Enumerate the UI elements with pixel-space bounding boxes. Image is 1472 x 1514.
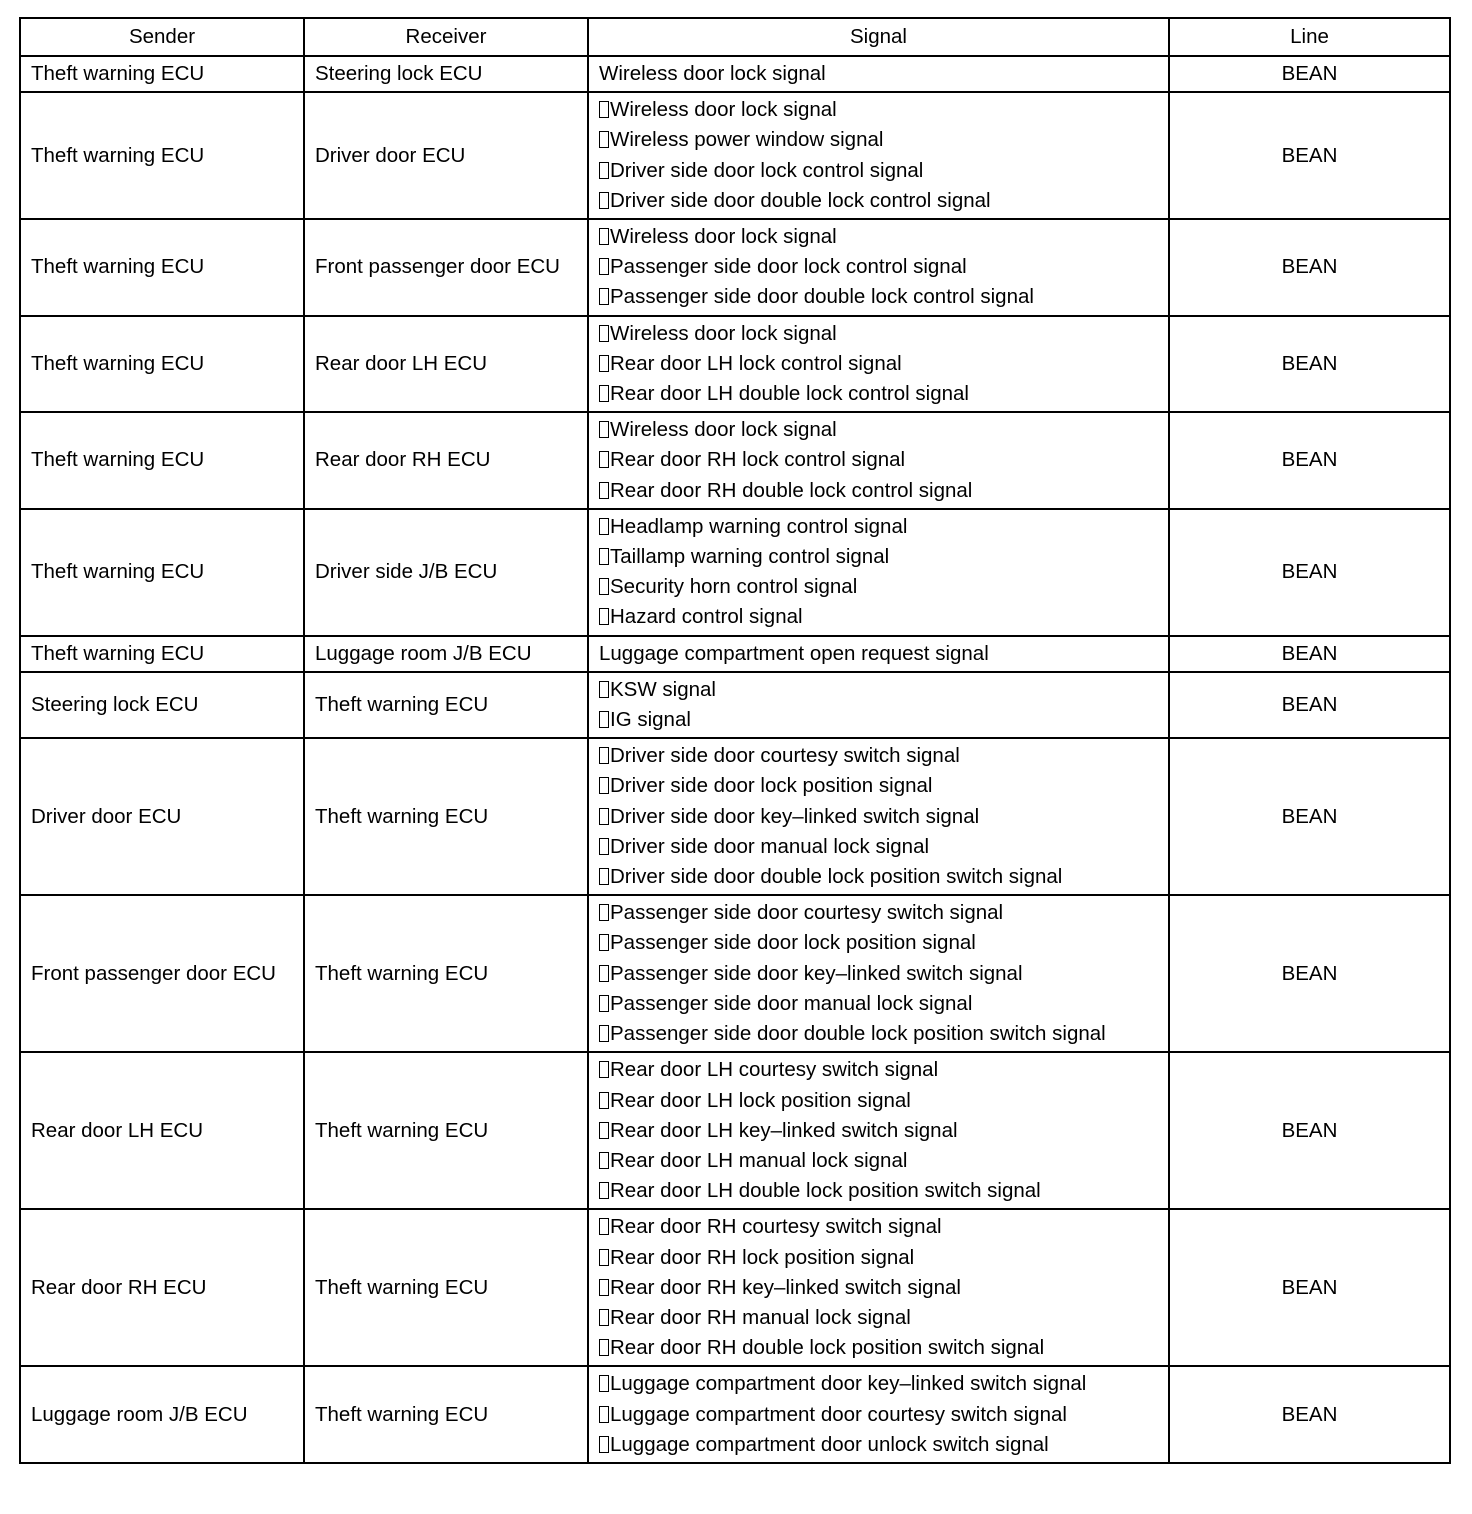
signal-cell [588, 1209, 1169, 1366]
bullet-box-icon [599, 1249, 609, 1266]
signal-item [599, 445, 1158, 475]
table-row [20, 1209, 1450, 1366]
line-cell: BEAN [1169, 412, 1450, 509]
signal-item [599, 1243, 1158, 1273]
line-cell: BEAN [1169, 92, 1450, 219]
receiver-cell: Front passenger door ECU [304, 219, 588, 316]
signal-text: Rear door RH double lock control signal [610, 478, 973, 502]
signal-text: Rear door RH manual lock signal [610, 1305, 911, 1329]
signal-item [599, 1019, 1158, 1049]
signal-text: Passenger side door lock position signal [610, 931, 976, 955]
signal-item [599, 349, 1158, 379]
signal-cell [588, 672, 1169, 738]
signal-text: Rear door LH lock position signal [610, 1088, 911, 1112]
line-cell: BEAN [1169, 509, 1450, 636]
table-row [20, 92, 1450, 219]
sender-cell: Theft warning ECU [20, 56, 304, 92]
signal-text: Wireless door lock signal [610, 225, 837, 249]
signal-item [599, 862, 1158, 892]
signal-text: Security horn control signal [610, 575, 858, 599]
signal-item [599, 572, 1158, 602]
signal-text: Passenger side door key–linked switch signal [610, 961, 1023, 985]
bullet-box-icon [599, 1061, 609, 1078]
signal-text: Passenger side door courtesy switch signal [610, 901, 1004, 925]
sender-cell: Front passenger door ECU [20, 895, 304, 1052]
signal-text: Driver side door double lock position switch signal [610, 865, 1063, 889]
receiver-cell: Theft warning ECU [304, 672, 588, 738]
signal-item [599, 252, 1158, 282]
bullet-box-icon [599, 578, 609, 595]
bullet-box-icon [599, 228, 609, 245]
sender-cell: Theft warning ECU [20, 412, 304, 509]
signal-item [599, 1116, 1158, 1146]
signal-item [599, 512, 1158, 542]
signal-cell [588, 1052, 1169, 1209]
signal-text: Passenger side door lock control signal [610, 255, 967, 279]
bullet-box-icon [599, 711, 609, 728]
signal-item [599, 156, 1158, 186]
signal-item [599, 802, 1158, 832]
signal-item [599, 1176, 1158, 1206]
bullet-box-icon [599, 1152, 609, 1169]
signal-item [599, 282, 1158, 312]
signal-text: Luggage compartment open request signal [599, 641, 989, 665]
receiver-cell: Driver door ECU [304, 92, 588, 219]
signal-item [599, 59, 1158, 89]
signal-text: Luggage compartment door key–linked switch signal [610, 1372, 1087, 1396]
sender-cell: Theft warning ECU [20, 316, 304, 413]
signal-item [599, 415, 1158, 445]
sender-cell: Luggage room J/B ECU [20, 1366, 304, 1463]
sender-cell: Driver door ECU [20, 738, 304, 895]
signal-text: Rear door LH lock control signal [610, 351, 902, 375]
signal-item [599, 898, 1158, 928]
signal-item [599, 1146, 1158, 1176]
receiver-cell: Theft warning ECU [304, 895, 588, 1052]
line-cell: BEAN [1169, 1366, 1450, 1463]
receiver-cell: Luggage room J/B ECU [304, 636, 588, 672]
header-sender: Sender [20, 18, 304, 56]
bullet-box-icon [599, 608, 609, 625]
signal-text: Passenger side door double lock control signal [610, 285, 1034, 309]
signal-item [599, 989, 1158, 1019]
bullet-box-icon [599, 868, 609, 885]
bullet-box-icon [599, 1025, 609, 1042]
bullet-box-icon [599, 162, 609, 179]
signal-text: Taillamp warning control signal [610, 545, 890, 569]
table-row [20, 1052, 1450, 1209]
table-row [20, 509, 1450, 636]
signal-text: Wireless power window signal [610, 128, 884, 152]
signal-text: Rear door RH key–linked switch signal [610, 1275, 961, 1299]
line-cell: BEAN [1169, 738, 1450, 895]
signal-item [599, 379, 1158, 409]
signal-item [599, 928, 1158, 958]
bullet-box-icon [599, 192, 609, 209]
bullet-box-icon [599, 131, 609, 148]
signal-text: Driver side door lock control signal [610, 158, 924, 182]
signal-item [599, 1400, 1158, 1430]
bullet-box-icon [599, 995, 609, 1012]
bullet-box-icon [599, 1406, 609, 1423]
bullet-box-icon [599, 747, 609, 764]
table-row [20, 636, 1450, 672]
table-row [20, 219, 1450, 316]
sender-cell: Rear door RH ECU [20, 1209, 304, 1366]
signal-item [599, 705, 1158, 735]
signal-item [599, 1212, 1158, 1242]
signal-text: Rear door RH lock position signal [610, 1245, 915, 1269]
signal-text: KSW signal [610, 677, 716, 701]
line-cell: BEAN [1169, 1052, 1450, 1209]
signal-text: Wireless door lock signal [599, 62, 826, 85]
signal-item [599, 1303, 1158, 1333]
communication-table [19, 17, 1451, 1464]
bullet-box-icon [599, 518, 609, 535]
signal-text: Rear door LH courtesy switch signal [610, 1058, 939, 1082]
signal-item [599, 771, 1158, 801]
receiver-cell: Rear door RH ECU [304, 412, 588, 509]
signal-text: Rear door RH double lock position switch signal [610, 1336, 1045, 1360]
signal-text: Passenger side door manual lock signal [610, 991, 973, 1015]
table-row [20, 56, 1450, 92]
signal-item [599, 959, 1158, 989]
signal-item [599, 1086, 1158, 1116]
signal-text: Wireless door lock signal [610, 98, 837, 122]
signal-item [599, 542, 1158, 572]
signal-cell [588, 219, 1169, 316]
signal-item [599, 675, 1158, 705]
bullet-box-icon [599, 808, 609, 825]
receiver-cell: Theft warning ECU [304, 1366, 588, 1463]
header-line: Line [1169, 18, 1450, 56]
bullet-box-icon [599, 1375, 609, 1392]
signal-text: Passenger side door double lock position switch signal [610, 1022, 1106, 1046]
signal-text: Driver side door manual lock signal [610, 834, 930, 858]
line-cell: BEAN [1169, 1209, 1450, 1366]
bullet-box-icon [599, 1436, 609, 1453]
signal-item [599, 476, 1158, 506]
signal-item [599, 1369, 1158, 1399]
signal-text: Rear door RH lock control signal [610, 448, 906, 472]
line-cell: BEAN [1169, 316, 1450, 413]
sender-cell: Rear door LH ECU [20, 1052, 304, 1209]
signal-text: Rear door LH double lock control signal [610, 382, 969, 406]
signal-cell [588, 56, 1169, 92]
signal-text: Rear door RH courtesy switch signal [610, 1215, 942, 1239]
line-cell: BEAN [1169, 56, 1450, 92]
receiver-cell: Theft warning ECU [304, 1209, 588, 1366]
header-receiver: Receiver [304, 18, 588, 56]
signal-cell [588, 92, 1169, 219]
signal-cell [588, 636, 1169, 672]
receiver-cell: Steering lock ECU [304, 56, 588, 92]
signal-cell [588, 412, 1169, 509]
table-row [20, 1366, 1450, 1463]
table-row [20, 672, 1450, 738]
signal-text: Rear door LH key–linked switch signal [610, 1118, 958, 1142]
signal-cell [588, 316, 1169, 413]
table-row [20, 895, 1450, 1052]
signal-item [599, 1430, 1158, 1460]
table-row [20, 412, 1450, 509]
signal-item [599, 222, 1158, 252]
signal-text: Luggage compartment door unlock switch signal [610, 1432, 1049, 1456]
signal-text: Driver side door double lock control signal [610, 188, 991, 212]
receiver-cell: Theft warning ECU [304, 738, 588, 895]
bullet-box-icon [599, 1309, 609, 1326]
signal-text: Driver side door lock position signal [610, 774, 933, 798]
header-signal: Signal [588, 18, 1169, 56]
signal-item [599, 741, 1158, 771]
signal-item [599, 1333, 1158, 1363]
bullet-box-icon [599, 421, 609, 438]
signal-text: Luggage compartment door courtesy switch signal [610, 1402, 1067, 1426]
receiver-cell: Rear door LH ECU [304, 316, 588, 413]
sender-cell: Theft warning ECU [20, 636, 304, 672]
bullet-box-icon [599, 934, 609, 951]
bullet-box-icon [599, 482, 609, 499]
signal-text: Wireless door lock signal [610, 418, 837, 442]
bullet-box-icon [599, 965, 609, 982]
bullet-box-icon [599, 838, 609, 855]
receiver-cell: Driver side J/B ECU [304, 509, 588, 636]
bullet-box-icon [599, 325, 609, 342]
line-cell: BEAN [1169, 219, 1450, 316]
signal-item [599, 832, 1158, 862]
bullet-box-icon [599, 681, 609, 698]
bullet-box-icon [599, 1182, 609, 1199]
bullet-box-icon [599, 1339, 609, 1356]
bullet-box-icon [599, 101, 609, 118]
header-row [20, 18, 1450, 56]
table-row [20, 738, 1450, 895]
signal-text: Driver side door courtesy switch signal [610, 744, 960, 768]
signal-text: Rear door LH manual lock signal [610, 1148, 908, 1172]
signal-text: Hazard control signal [610, 605, 803, 629]
signal-item [599, 95, 1158, 125]
bullet-box-icon [599, 1279, 609, 1296]
signal-cell [588, 509, 1169, 636]
signal-text: Driver side door key–linked switch signal [610, 804, 980, 828]
signal-item [599, 186, 1158, 216]
signal-text: Headlamp warning control signal [610, 514, 908, 538]
signal-cell [588, 895, 1169, 1052]
bullet-box-icon [599, 904, 609, 921]
sender-cell: Theft warning ECU [20, 219, 304, 316]
bullet-box-icon [599, 288, 609, 305]
signal-cell [588, 1366, 1169, 1463]
signal-item [599, 319, 1158, 349]
signal-item [599, 125, 1158, 155]
table-body [20, 56, 1450, 1463]
line-cell: BEAN [1169, 636, 1450, 672]
sender-cell: Theft warning ECU [20, 509, 304, 636]
signal-item [599, 639, 1158, 669]
receiver-cell: Theft warning ECU [304, 1052, 588, 1209]
bullet-box-icon [599, 385, 609, 402]
bullet-box-icon [599, 548, 609, 565]
sender-cell: Theft warning ECU [20, 92, 304, 219]
table-row [20, 316, 1450, 413]
bullet-box-icon [599, 1122, 609, 1139]
sender-cell: Steering lock ECU [20, 672, 304, 738]
bullet-box-icon [599, 258, 609, 275]
bullet-box-icon [599, 1218, 609, 1235]
signal-text: IG signal [610, 708, 691, 732]
bullet-box-icon [599, 451, 609, 468]
signal-item [599, 602, 1158, 632]
signal-text: Rear door LH double lock position switch signal [610, 1179, 1041, 1203]
line-cell: BEAN [1169, 895, 1450, 1052]
signal-item [599, 1055, 1158, 1085]
signal-text: Wireless door lock signal [610, 321, 837, 345]
signal-item [599, 1273, 1158, 1303]
bullet-box-icon [599, 355, 609, 372]
bullet-box-icon [599, 777, 609, 794]
signal-cell [588, 738, 1169, 895]
line-cell: BEAN [1169, 672, 1450, 738]
bullet-box-icon [599, 1092, 609, 1109]
table-header [20, 18, 1450, 56]
